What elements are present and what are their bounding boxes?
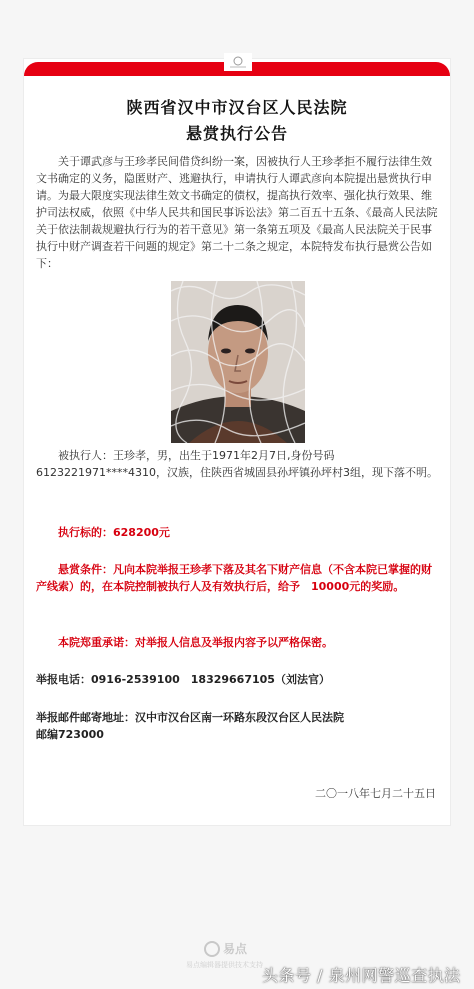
notice-subtitle: 悬赏执行公告 bbox=[185, 124, 288, 143]
execution-amount: 执行标的：628200元 bbox=[58, 526, 170, 539]
suspect-photo bbox=[171, 281, 305, 443]
court-emblem-icon bbox=[224, 53, 252, 71]
notice-date: 二〇一八年七月二十五日 bbox=[315, 787, 436, 800]
person-info: 被执行人：王珍孝，男，出生于1971年2月7日,身份号码6123221971****4310，汉族，住陕西省城固县孙坪镇孙坪村3组，现下落不明。 bbox=[36, 449, 438, 479]
notice-card bbox=[23, 58, 451, 826]
yidian-logo-icon bbox=[204, 941, 220, 957]
yidian-logo bbox=[204, 940, 247, 957]
editor-credit: 易点编辑器提供技术支持 bbox=[186, 961, 263, 969]
postal-code: 邮编723000 bbox=[36, 728, 104, 741]
header-bar bbox=[24, 59, 450, 77]
report-phone: 举报电话：0916-2539100 18329667105（刘法官） bbox=[36, 673, 330, 686]
reward-conditions: 悬赏条件：凡向本院举报王珍孝下落及其名下财产信息（不含本院已掌握的财产线索）的，在本院控制被执行人及有效执行后，给予 10000元的奖励。 bbox=[36, 563, 432, 593]
intro-paragraph: 关于谭武彦与王珍孝民间借贷纠纷一案，因被执行人王珍孝拒不履行法律生效文书确定的义务，隐匿财产、逃避执行，申请执行人谭武彦向本院提出悬赏执行申请。为最大限度实现法律生效文书确定的债权，提高执行效率、强化执行效果、维护司法权威，依照《中华人民共和国民事诉讼法》第二百五十五条、《最高人民法院关于依法制裁规避执行行为的若干意见》第一条第五项及《最高人民法院关于民事执行中财产调查若干问题的规定》第二十二条之规定，本院特发布执行悬赏公告如下： bbox=[36, 155, 438, 270]
notice-title: 陕西省汉中市汉台区人民法院 bbox=[126, 98, 348, 117]
confidentiality-promise: 本院郑重承诺：对举报人信息及举报内容予以严格保密。 bbox=[58, 636, 333, 649]
yidian-logo-text: 易点 bbox=[223, 942, 248, 956]
report-address: 举报邮件邮寄地址：汉中市汉台区南一环路东段汉台区人民法院 bbox=[36, 711, 344, 724]
watermark-text: 头条号 / 泉州网警巡查执法 bbox=[262, 966, 461, 985]
